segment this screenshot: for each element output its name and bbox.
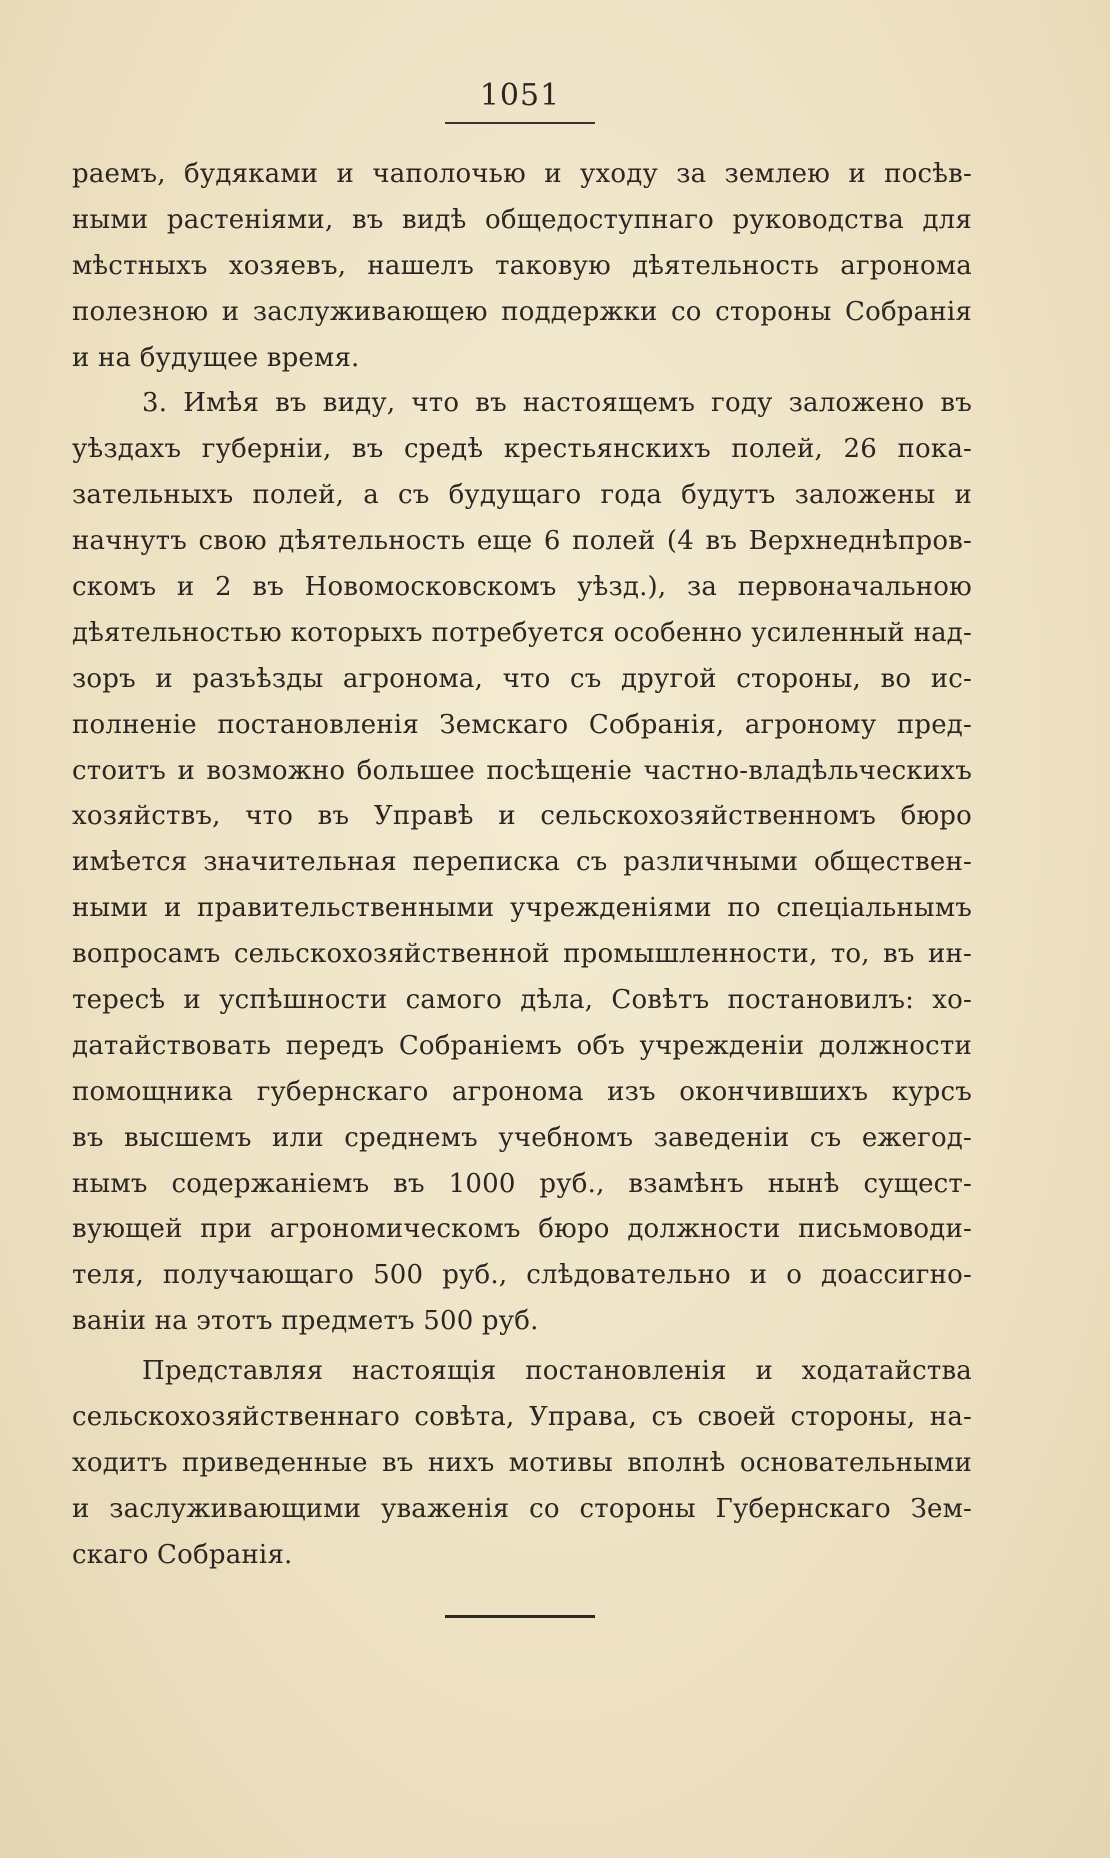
text-line: скаго Собранія. [72,1539,293,1570]
paragraph-3 [72,1349,972,1578]
text-line: дѣятельностью которыхъ потребуется особенно усиленный над- [72,617,972,648]
text-line: помощника губернскаго агронома изъ окончившихъ курсъ [72,1076,972,1107]
text-line: ходитъ приведенные въ нихъ мотивы вполнѣ основательными [72,1447,972,1478]
paragraph-2 [72,381,972,1345]
text-line: теля, получающаго 500 руб., слѣдовательно и о доассигно- [72,1260,972,1291]
end-rule [445,1615,595,1618]
text-line: вопросамъ сельскохозяйственной промышленности, то, въ ин- [72,939,972,970]
text-line: полненіе постановленія Земскаго Собранія, агроному пред- [72,709,972,740]
text-line: Представляя настоящія постановленія и ходатайства [142,1356,972,1387]
text-line: ваніи на этотъ предметъ 500 руб. [72,1306,539,1337]
text-line: начнутъ свою дѣятельность еще 6 полей (4 въ Верхнеднѣпров- [72,526,972,557]
text-line: скомъ и 2 въ Новомосковскомъ уѣзд.), за первоначальною [72,572,972,603]
text-line: нымъ содержаніемъ въ 1000 руб., взамѣнъ нынѣ сущест- [72,1168,972,1199]
text-line: въ высшемъ или среднемъ учебномъ заведеніи съ ежегод- [72,1122,972,1153]
text-line: хозяйствъ, что въ Управѣ и сельскохозяйственномъ бюро [72,801,972,832]
body-text [72,152,972,1579]
text-line: тересѣ и успѣшности самого дѣла, Совѣтъ постановилъ: хо- [72,985,972,1016]
text-line: и заслуживающими уваженія со стороны Губернскаго Зем- [72,1493,972,1524]
text-line: стоитъ и возможно большее посѣщеніе частно-владѣльческихъ [72,755,972,786]
text-line: зательныхъ полей, а съ будущаго года будутъ заложены и [72,480,972,511]
text-line: вующей при агрономическомъ бюро должности письмоводи- [72,1214,972,1245]
text-line: уѣздахъ губерніи, въ средѣ крестьянскихъ полей, 26 пока- [72,434,972,465]
text-line: датайствовать передъ Собраніемъ объ учрежденіи должности [72,1030,972,1061]
text-line: полезною и заслуживающею поддержки со стороны Собранія [72,296,972,327]
paragraph-1 [72,152,972,381]
text-line: раемъ, будяками и чаполочью и уходу за землею и посѣв- [72,159,972,189]
text-line: мѣстныхъ хозяевъ, нашелъ таковую дѣятельность агронома [72,250,972,281]
header-rule [445,122,595,124]
text-line: ными и правительственными учрежденіями по спеціальнымъ [72,893,972,924]
text-line: ными растеніями, въ видѣ общедоступнаго руководства для [72,204,972,235]
text-line: 3. Имѣя въ виду, что въ настоящемъ году заложено въ [142,388,972,419]
text-line: зоръ и разъѣзды агронома, что съ другой стороны, во ис- [72,663,972,694]
text-line: и на будущее время. [72,342,360,373]
text-line: имѣется значительная переписка съ различными обществен- [72,847,972,878]
page-number: 1051 [479,78,561,113]
text-line: сельскохозяйственнаго совѣта, Управа, съ своей стороны, на- [72,1402,972,1433]
